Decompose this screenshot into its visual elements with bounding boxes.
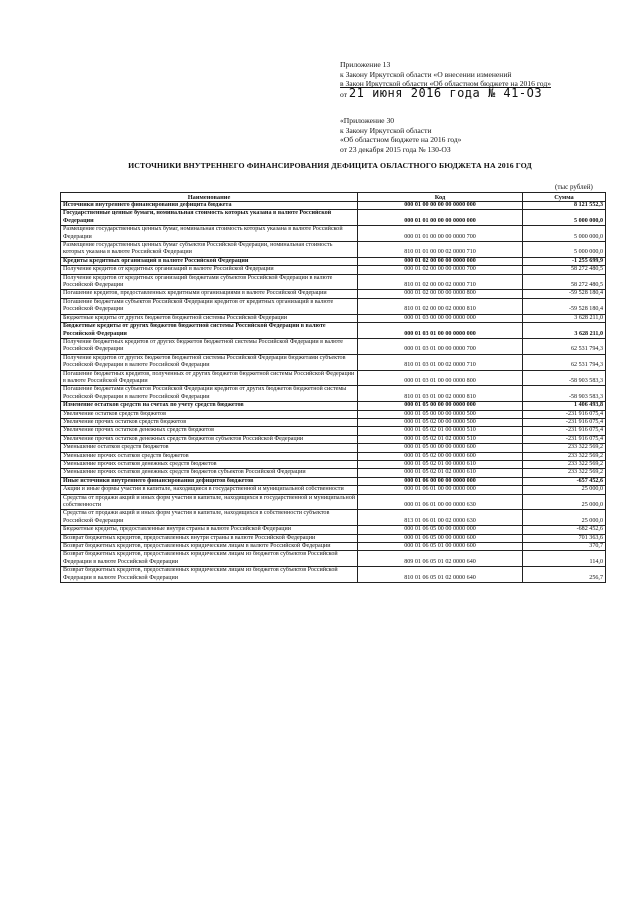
unit-note: (тыс рублей) — [555, 183, 593, 191]
table-row — [61, 210, 606, 226]
row-sum-cell: -231 916 075,4 — [523, 435, 606, 443]
row-sum-cell: 25 000,0 — [523, 510, 606, 526]
row-code-cell: 000 01 06 01 00 00 0000 000 — [358, 486, 523, 494]
row-code-cell: 000 01 02 00 00 00 0000 800 — [358, 290, 523, 298]
table-row — [61, 444, 606, 452]
row-sum-cell: -231 916 075,4 — [523, 427, 606, 435]
table-row — [61, 266, 606, 274]
table-row — [61, 567, 606, 583]
row-sum-cell: 5 000 000,0 — [523, 242, 606, 258]
row-sum-cell: 25 000,0 — [523, 486, 606, 494]
row-name-cell: Бюджетные кредиты от других бюджетов бюджетной системы Российской Федерации в валюте Российской Федерации — [61, 323, 358, 339]
row-code-cell: 813 01 06 01 00 02 0000 630 — [358, 510, 523, 526]
row-sum-cell: 5 000 000,0 — [523, 210, 606, 226]
row-code-cell: 810 01 03 01 00 02 0000 710 — [358, 354, 523, 370]
appendix-law-title: в Закон Иркутской области «Об областном бюджете на 2016 год» — [340, 79, 551, 89]
row-name-cell: Возврат бюджетных кредитов, предоставленных внутри страны в валюте Российской Федерации — [61, 534, 358, 542]
row-sum-cell: -59 528 180,4 — [523, 298, 606, 314]
row-code-cell: 810 01 02 00 00 02 0000 710 — [358, 274, 523, 290]
row-sum-cell: 58 272 480,5 — [523, 266, 606, 274]
row-code-cell: 000 01 01 00 00 00 0000 700 — [358, 226, 523, 242]
row-name-cell: Уменьшение остатков средств бюджетов — [61, 444, 358, 452]
row-code-cell: 000 01 02 00 00 00 0000 000 — [358, 257, 523, 265]
table-row — [61, 370, 606, 386]
financing-sources-table — [60, 192, 606, 583]
table-row — [61, 314, 606, 322]
row-sum-cell: 114,0 — [523, 551, 606, 567]
appendix-number: Приложение 13 — [340, 60, 391, 69]
row-sum-cell: 370,7 — [523, 543, 606, 551]
row-name-cell: Увеличение остатков средств бюджетов — [61, 410, 358, 418]
row-code-cell: 000 01 01 00 00 00 0000 000 — [358, 210, 523, 226]
row-name-cell: Акции и иные формы участия в капитале, находящиеся в государственной и муниципальной собственности — [61, 486, 358, 494]
column-header-name: Наименование — [61, 193, 358, 202]
table-row — [61, 202, 606, 210]
table-row — [61, 298, 606, 314]
row-name-cell: Погашение бюджетных кредитов, полученных от других бюджетов бюджетной системы Российской Федерации в валюте Российской Федерации — [61, 370, 358, 386]
table-row — [61, 494, 606, 510]
row-code-cell: 000 01 05 02 00 00 0000 500 — [358, 418, 523, 426]
table-row — [61, 510, 606, 526]
row-name-cell: Изменение остатков средств на счетах по учету средств бюджетов — [61, 402, 358, 410]
table-row — [61, 477, 606, 485]
row-code-cell: 810 01 03 01 00 02 0000 810 — [358, 386, 523, 402]
row-code-cell: 810 01 06 05 01 02 0000 640 — [358, 567, 523, 583]
table-row — [61, 354, 606, 370]
row-sum-cell: 3 628 211,0 — [523, 314, 606, 322]
column-header-code: Код — [358, 193, 523, 202]
row-name-cell: Источники внутреннего финансирования дефицита бюджета — [61, 202, 358, 210]
row-code-cell: 000 01 05 02 01 02 0000 510 — [358, 435, 523, 443]
row-sum-cell: 701 363,6 — [523, 534, 606, 542]
row-sum-cell: -1 255 699,9 — [523, 257, 606, 265]
table-row — [61, 486, 606, 494]
row-name-cell: Средства от продажи акций и иных форм участия в капитале, находящихся в государственной и муниципальной собственности — [61, 494, 358, 510]
row-sum-cell: 233 322 569,2 — [523, 452, 606, 460]
row-code-cell: 810 01 01 00 00 02 0000 710 — [358, 242, 523, 258]
handwritten-date: 21 июня 2016 года № 41-ОЗ — [348, 85, 543, 100]
table-row — [61, 551, 606, 567]
appendix-date-prefix: от — [340, 89, 348, 99]
row-code-cell: 000 01 06 05 00 00 0000 000 — [358, 526, 523, 534]
row-code-cell: 000 01 06 05 00 00 0000 600 — [358, 534, 523, 542]
row-sum-cell: 233 322 569,2 — [523, 461, 606, 469]
row-name-cell: Погашение бюджетами субъектов Российской Федерации кредитов от кредитных организаций в валюте Российской Федерации — [61, 298, 358, 314]
row-sum-cell: -657 452,6 — [523, 477, 606, 485]
table-row — [61, 402, 606, 410]
row-code-cell: 000 01 03 01 00 00 0000 700 — [358, 338, 523, 354]
table-header-row — [61, 193, 606, 202]
row-code-cell: 000 01 05 00 00 00 0000 000 — [358, 402, 523, 410]
row-sum-cell: -231 916 075,4 — [523, 410, 606, 418]
row-code-cell: 000 01 02 00 00 00 0000 700 — [358, 266, 523, 274]
row-sum-cell: 233 322 569,2 — [523, 444, 606, 452]
row-sum-cell: 62 531 794,3 — [523, 338, 606, 354]
table-row — [61, 338, 606, 354]
table-row — [61, 323, 606, 339]
table-row — [61, 242, 606, 258]
row-sum-cell: 62 531 794,3 — [523, 354, 606, 370]
row-sum-cell: 256,7 — [523, 567, 606, 583]
table-row — [61, 418, 606, 426]
row-code-cell: 000 01 05 00 00 00 0000 500 — [358, 410, 523, 418]
row-name-cell: Уменьшение прочих остатков денежных средств бюджетов субъектов Российской Федерации — [61, 469, 358, 477]
table-row — [61, 543, 606, 551]
table-row — [61, 534, 606, 542]
row-name-cell: Получение кредитов от кредитных организаций в валюте Российской Федерации — [61, 266, 358, 274]
row-code-cell: 000 01 05 02 01 00 0000 510 — [358, 427, 523, 435]
table-body — [61, 202, 606, 583]
table-row — [61, 274, 606, 290]
table-row — [61, 226, 606, 242]
row-name-cell: Возврат бюджетных кредитов, предоставленных юридическим лицам в валюте Российской Федерации — [61, 543, 358, 551]
row-code-cell: 000 01 00 00 00 00 0000 000 — [358, 202, 523, 210]
column-header-sum: Сумма — [523, 193, 606, 202]
row-name-cell: Размещение государственных ценных бумаг, номинальная стоимость которых указана в валюте Российской Федерации — [61, 226, 358, 242]
row-sum-cell: 5 000 000,0 — [523, 226, 606, 242]
table-row — [61, 257, 606, 265]
row-sum-cell: 233 322 569,2 — [523, 469, 606, 477]
row-name-cell: Бюджетные кредиты, предоставленные внутри страны в валюте Российской Федерации — [61, 526, 358, 534]
row-code-cell: 810 01 02 00 00 02 0000 810 — [358, 298, 523, 314]
row-sum-cell: 58 272 480,5 — [523, 274, 606, 290]
row-sum-cell: 25 000,0 — [523, 494, 606, 510]
row-sum-cell: 1 406 493,8 — [523, 402, 606, 410]
table-row — [61, 526, 606, 534]
row-sum-cell: -231 916 075,4 — [523, 418, 606, 426]
row-name-cell: Увеличение прочих остатков денежных средств бюджетов — [61, 427, 358, 435]
row-name-cell: Иные источники внутреннего финансирования дефицитов бюджетов — [61, 477, 358, 485]
row-name-cell: Получение кредитов от кредитных организаций бюджетами субъектов Российской Федерации в валюте Российской Федерации — [61, 274, 358, 290]
table-row — [61, 410, 606, 418]
row-sum-cell: 8 121 552,3 — [523, 202, 606, 210]
row-name-cell: Увеличение прочих остатков денежных средств бюджетов субъектов Российской Федерации — [61, 435, 358, 443]
row-name-cell: Государственные ценные бумаги, номинальная стоимость которых указана в валюте Российской Федерации — [61, 210, 358, 226]
appendix-law-ref: к Закону Иркутской области «О внесении изменений — [340, 69, 512, 79]
row-name-cell: Средства от продажи акций и иных форм участия в капитале, находящихся в собственности субъектов Российской Федерации — [61, 510, 358, 526]
row-name-cell: Получение бюджетных кредитов от других бюджетов бюджетной системы Российской Федерации в валюте Российской Федерации — [61, 338, 358, 354]
row-name-cell: Погашение бюджетами субъектов Российской Федерации кредитов от других бюджетов бюджетной системы Российской Федерации в валюте Российской Федерации — [61, 386, 358, 402]
row-name-cell: Кредиты кредитных организаций в валюте Российской Федерации — [61, 257, 358, 265]
table-row — [61, 290, 606, 298]
row-sum-cell: 3 628 211,0 — [523, 323, 606, 339]
row-sum-cell: -682 452,6 — [523, 526, 606, 534]
row-name-cell: Получение кредитов от других бюджетов бюджетной системы Российской Федерации бюджетами субъектов Российской Федерации в валюте Российской Федерации — [61, 354, 358, 370]
row-name-cell: Бюджетные кредиты от других бюджетов бюджетной системы Российской Федерации — [61, 314, 358, 322]
row-name-cell: Увеличение прочих остатков средств бюджетов — [61, 418, 358, 426]
row-sum-cell: -58 903 583,3 — [523, 386, 606, 402]
row-name-cell: Размещение государственных ценных бумаг субъектов Российской Федерации, номинальная стоимость которых указана в валюте Российской Федерации — [61, 242, 358, 258]
row-sum-cell: -59 528 180,4 — [523, 290, 606, 298]
original-law-ref: к Закону Иркутской области — [340, 125, 432, 135]
row-code-cell: 000 01 05 02 01 00 0000 610 — [358, 461, 523, 469]
table-row — [61, 427, 606, 435]
row-code-cell: 000 01 06 00 00 00 0000 000 — [358, 477, 523, 485]
row-name-cell: Возврат бюджетных кредитов, предоставленных юридическим лицам из бюджетов субъектов Российской Федерации в валюте Российской Федерации — [61, 567, 358, 583]
original-law-date: от 23 декабря 2015 года № 130-ОЗ — [340, 144, 451, 154]
original-appendix-header — [340, 116, 600, 154]
row-code-cell: 000 01 06 05 01 00 0000 600 — [358, 543, 523, 551]
row-name-cell: Уменьшение прочих остатков средств бюджетов — [61, 452, 358, 460]
table-row — [61, 386, 606, 402]
row-code-cell: 000 01 05 00 00 00 0000 600 — [358, 444, 523, 452]
row-name-cell: Уменьшение прочих остатков денежных средств бюджетов — [61, 461, 358, 469]
table-row — [61, 461, 606, 469]
table-row — [61, 435, 606, 443]
row-code-cell: 000 01 03 01 00 00 0000 800 — [358, 370, 523, 386]
original-law-title: «Об областном бюджете на 2016 год» — [340, 135, 462, 145]
row-name-cell: Погашение кредитов, предоставленных кредитными организациями в валюте Российской Федерации — [61, 290, 358, 298]
row-sum-cell: -58 903 583,3 — [523, 370, 606, 386]
row-code-cell: 000 01 05 02 00 00 0000 600 — [358, 452, 523, 460]
row-code-cell: 000 01 03 01 00 00 0000 000 — [358, 323, 523, 339]
row-code-cell: 000 01 03 00 00 00 0000 000 — [358, 314, 523, 322]
appendix-header — [340, 60, 600, 99]
document-title: ИСТОЧНИКИ ВНУТРЕННЕГО ФИНАНСИРОВАНИЯ ДЕФИЦИТА ОБЛАСТНОГО БЮДЖЕТА НА 2016 ГОД — [128, 161, 532, 170]
original-appendix-number: «Приложение 30 — [340, 116, 395, 125]
row-code-cell: 000 01 06 01 00 00 0000 630 — [358, 494, 523, 510]
row-name-cell: Возврат бюджетных кредитов, предоставленных юридическим лицам из бюджетов субъектов Российской Федерации в валюте Российской Федерации — [61, 551, 358, 567]
table-row — [61, 452, 606, 460]
row-code-cell: 000 01 05 02 01 02 0000 610 — [358, 469, 523, 477]
row-code-cell: 809 01 06 05 01 02 0000 640 — [358, 551, 523, 567]
table-row — [61, 469, 606, 477]
appendix-date — [340, 85, 600, 100]
